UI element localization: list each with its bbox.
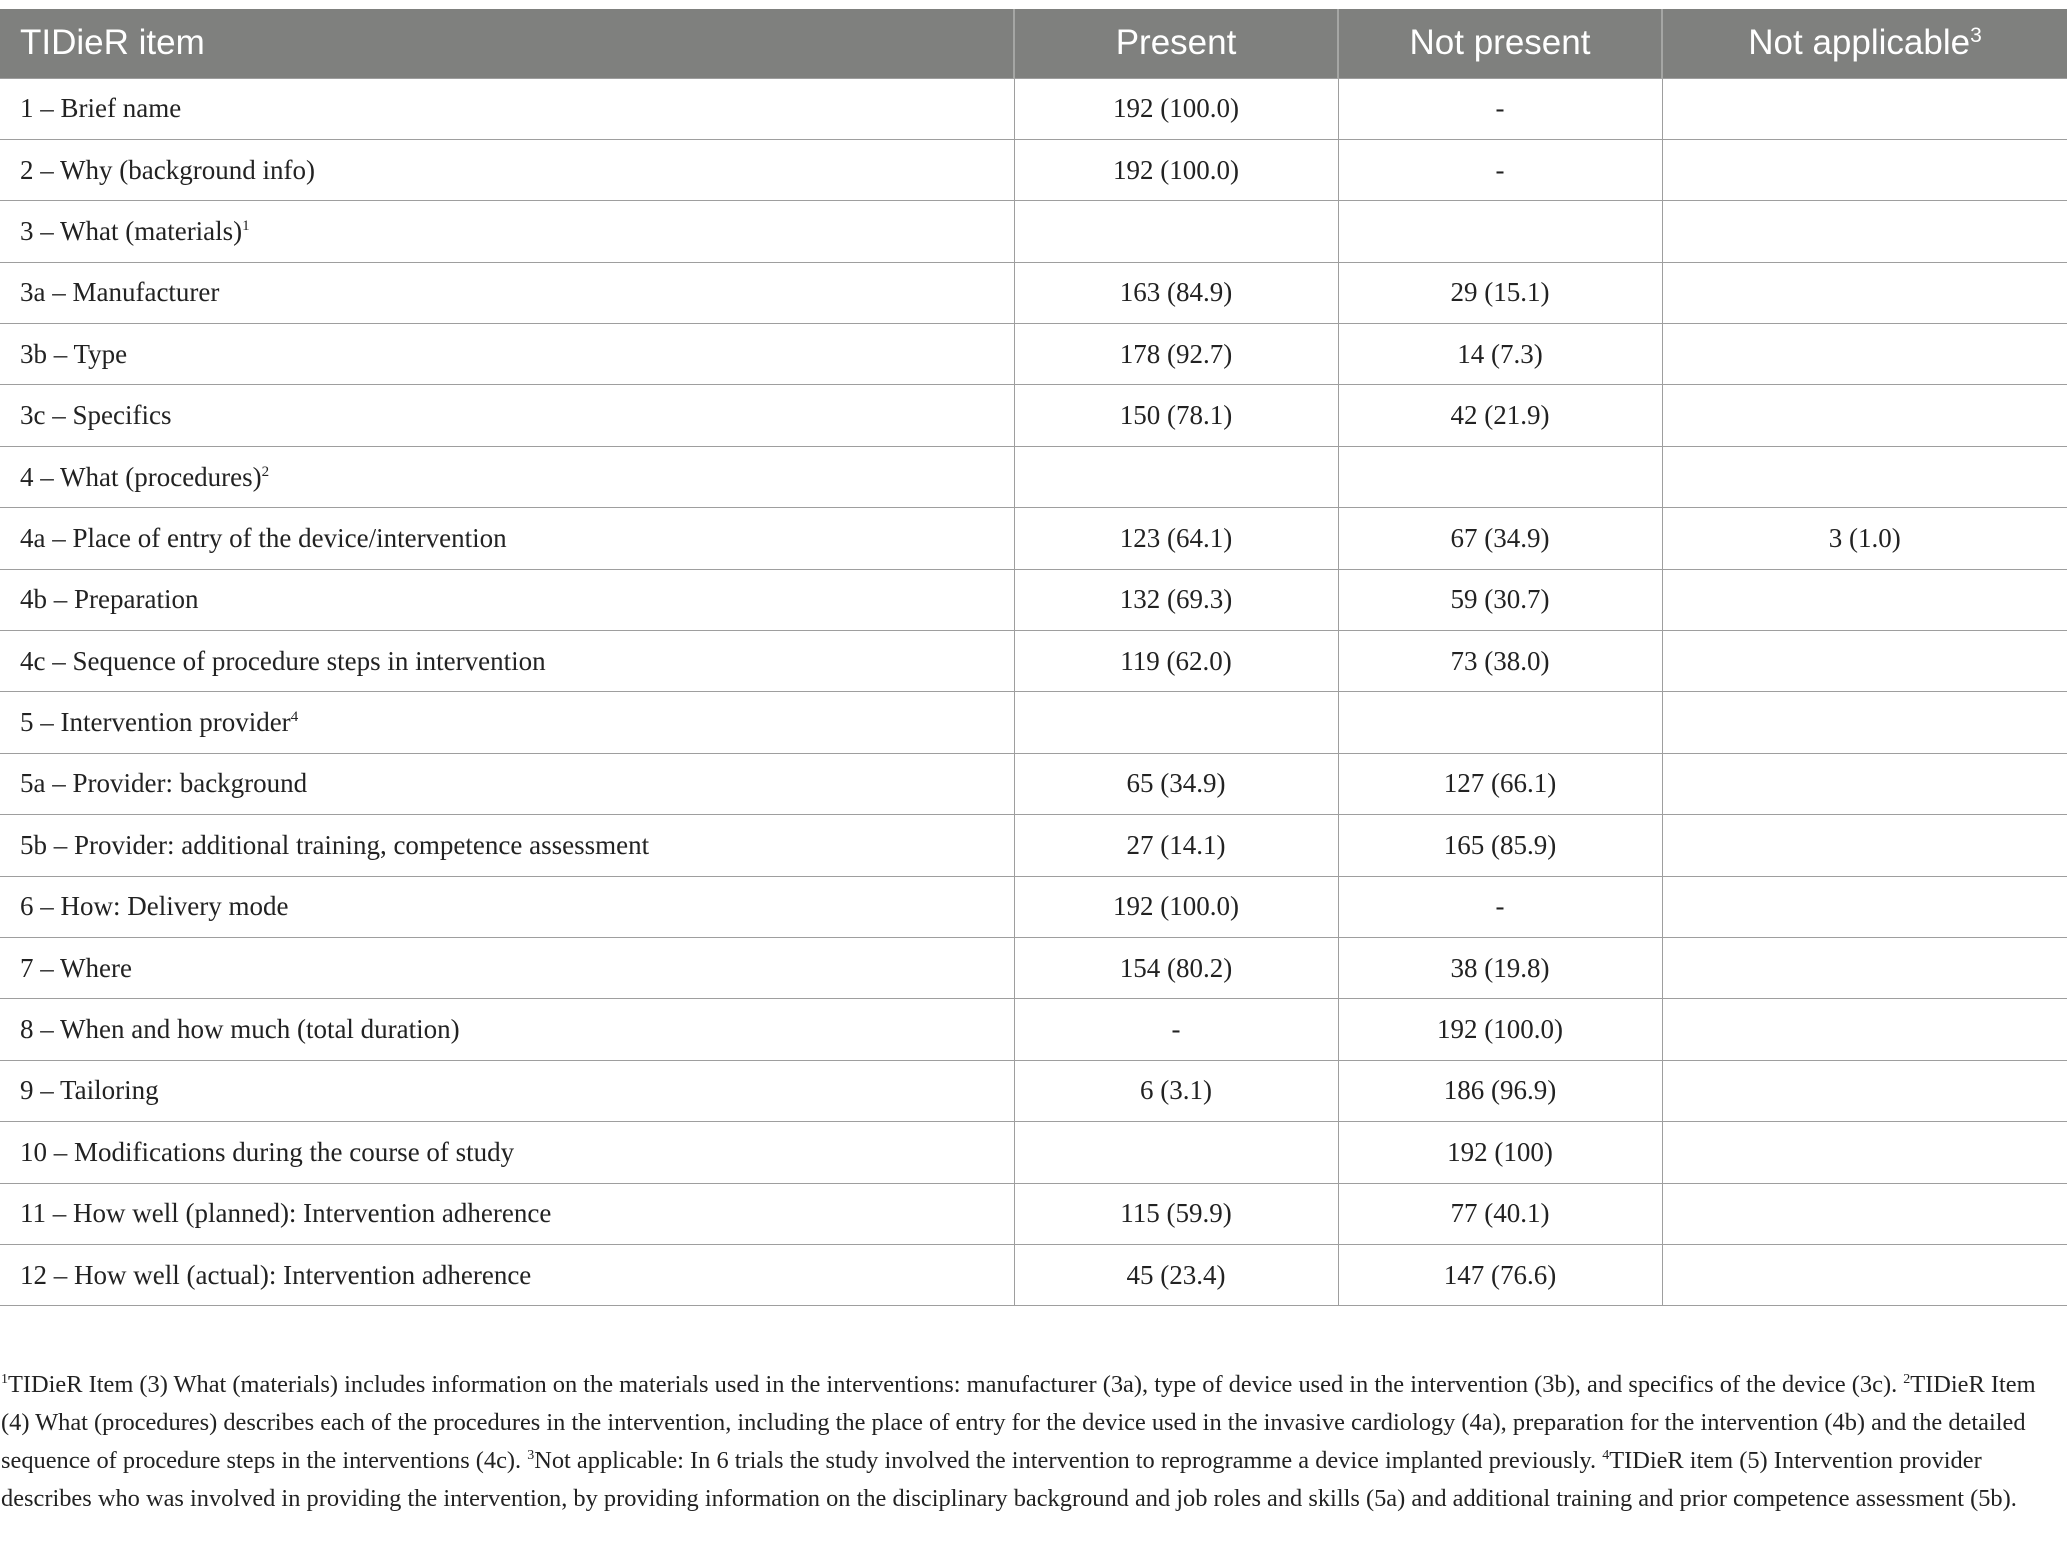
cell-present: 132 (69.3) <box>1014 569 1338 630</box>
cell-not-applicable <box>1662 569 2067 630</box>
cell-tidier-item <box>0 1244 1014 1305</box>
header-not-present: Not present <box>1338 9 1662 78</box>
item-label: 3c – Specifics <box>20 400 172 431</box>
cell-not-applicable <box>1662 753 2067 814</box>
item-label: 3b – Type <box>20 338 128 369</box>
cell-not-applicable <box>1662 1122 2067 1183</box>
cell-not-applicable <box>1662 139 2067 200</box>
cell-not-present: 127 (66.1) <box>1338 753 1662 814</box>
table-row <box>0 753 2067 814</box>
item-label: 6 – How: Delivery mode <box>20 891 289 922</box>
cell-not-present: 29 (15.1) <box>1338 262 1662 323</box>
table-row <box>0 1244 2067 1305</box>
cell-present: 154 (80.2) <box>1014 937 1338 998</box>
cell-not-applicable <box>1662 324 2067 385</box>
cell-not-applicable <box>1662 1060 2067 1121</box>
cell-present: 192 (100.0) <box>1014 78 1338 139</box>
cell-tidier-item <box>0 508 1014 569</box>
cell-tidier-item <box>0 876 1014 937</box>
cell-not-applicable <box>1662 631 2067 692</box>
cell-not-present: 192 (100.0) <box>1338 999 1662 1060</box>
cell-present <box>1014 446 1338 507</box>
table-row <box>0 1183 2067 1244</box>
footnote-marker: 3 <box>527 1448 535 1463</box>
table-row <box>0 1060 2067 1121</box>
item-label: 4a – Place of entry of the device/intervention <box>20 522 507 553</box>
cell-tidier-item <box>0 1122 1014 1183</box>
cell-present: 115 (59.9) <box>1014 1183 1338 1244</box>
cell-not-present: 38 (19.8) <box>1338 937 1662 998</box>
table-row <box>0 999 2067 1060</box>
cell-not-applicable <box>1662 815 2067 876</box>
table-row <box>0 262 2067 323</box>
cell-not-present: 77 (40.1) <box>1338 1183 1662 1244</box>
cell-present: 45 (23.4) <box>1014 1244 1338 1305</box>
table-row <box>0 446 2067 507</box>
cell-not-present: - <box>1338 876 1662 937</box>
footnote-text: TIDieR Item (3) What (materials) includes information on the materials used in the interventions: manufacturer (3a), type of device used in the intervention (3b), and specifics of the device (3c). <box>8 1371 1904 1398</box>
cell-not-applicable <box>1662 999 2067 1060</box>
cell-tidier-item <box>0 692 1014 753</box>
cell-present <box>1014 692 1338 753</box>
item-label: 12 – How well (actual): Intervention adherence <box>20 1259 532 1290</box>
footnote-text: TIDieR Item (4) What (procedures) describes each of the procedures in the intervention, including the place of entry for the device used in the invasive cardiology (4a), preparation for the intervention (4b) and the detailed sequence of procedure steps in the interventions (4c). <box>1 1371 2036 1474</box>
cell-not-present: 42 (21.9) <box>1338 385 1662 446</box>
item-footnote-marker: 4 <box>290 709 299 726</box>
item-label: 7 – Where <box>20 952 132 983</box>
item-footnote-marker: 1 <box>242 217 250 234</box>
table-body <box>0 78 2067 1306</box>
tidier-table <box>0 9 2067 1306</box>
footnote-marker: 4 <box>1602 1448 1610 1463</box>
item-label: 9 – Tailoring <box>20 1075 159 1106</box>
cell-present: 27 (14.1) <box>1014 815 1338 876</box>
item-label: 5 – Intervention provider <box>20 707 291 738</box>
cell-not-applicable <box>1662 385 2067 446</box>
table-row <box>0 78 2067 139</box>
cell-not-applicable <box>1662 692 2067 753</box>
cell-present: 119 (62.0) <box>1014 631 1338 692</box>
cell-tidier-item <box>0 815 1014 876</box>
cell-tidier-item <box>0 937 1014 998</box>
cell-present: 123 (64.1) <box>1014 508 1338 569</box>
footnote-text: Not applicable: In 6 trials the study involved the intervention to reprogramme a device implanted previously. <box>534 1447 1603 1474</box>
cell-not-applicable <box>1662 446 2067 507</box>
cell-not-present: 67 (34.9) <box>1338 508 1662 569</box>
cell-present <box>1014 201 1338 262</box>
header-not-applicable-sup: 3 <box>1970 24 1982 48</box>
item-label: 4 – What (procedures) <box>20 461 262 492</box>
cell-not-present <box>1338 692 1662 753</box>
table-row <box>0 937 2067 998</box>
table-row <box>0 201 2067 262</box>
cell-not-present: - <box>1338 139 1662 200</box>
item-label: 10 – Modifications during the course of study <box>20 1136 515 1167</box>
item-label: 2 – Why (background info) <box>20 154 315 185</box>
cell-present: 65 (34.9) <box>1014 753 1338 814</box>
cell-present: 150 (78.1) <box>1014 385 1338 446</box>
item-label: 5b – Provider: additional training, competence assessment <box>20 829 650 860</box>
item-label: 8 – When and how much (total duration) <box>20 1014 460 1045</box>
cell-not-present: 186 (96.9) <box>1338 1060 1662 1121</box>
cell-present: 163 (84.9) <box>1014 262 1338 323</box>
table-row <box>0 876 2067 937</box>
table-row <box>0 508 2067 569</box>
table-row <box>0 1122 2067 1183</box>
cell-tidier-item <box>0 262 1014 323</box>
header-not-applicable <box>1662 9 2067 78</box>
footnote-marker: 1 <box>1 1372 8 1387</box>
cell-not-present <box>1338 446 1662 507</box>
cell-tidier-item <box>0 1183 1014 1244</box>
footnote-text: TIDieR item (5) Intervention provider describes who was involved in providing the intervention, by providing information on the disciplinary background and job roles and skills (5a) and additional training and prior competence assessment (5b). <box>1 1447 2017 1512</box>
item-label: 3 – What (materials) <box>20 215 243 246</box>
cell-tidier-item <box>0 999 1014 1060</box>
cell-tidier-item <box>0 201 1014 262</box>
table-row <box>0 631 2067 692</box>
cell-not-applicable <box>1662 262 2067 323</box>
item-label: 3a – Manufacturer <box>20 277 220 308</box>
cell-not-present <box>1338 201 1662 262</box>
table-row <box>0 692 2067 753</box>
header-not-applicable-label: Not applicable <box>1748 23 1971 63</box>
cell-not-present: - <box>1338 78 1662 139</box>
table-row <box>0 569 2067 630</box>
header-tidier-item: TIDieR item <box>20 23 205 63</box>
cell-tidier-item <box>0 753 1014 814</box>
cell-present: - <box>1014 999 1338 1060</box>
cell-not-applicable <box>1662 1244 2067 1305</box>
table-footnotes <box>1 1366 2056 1518</box>
item-label: 1 – Brief name <box>20 93 182 124</box>
cell-tidier-item <box>0 78 1014 139</box>
item-label: 4b – Preparation <box>20 584 199 615</box>
table-container <box>0 9 2067 1306</box>
table-row <box>0 139 2067 200</box>
cell-tidier-item <box>0 1060 1014 1121</box>
cell-present: 192 (100.0) <box>1014 139 1338 200</box>
footnote-marker: 2 <box>1903 1372 1911 1387</box>
cell-tidier-item <box>0 385 1014 446</box>
header-row <box>0 9 2067 78</box>
cell-not-present: 192 (100) <box>1338 1122 1662 1183</box>
cell-not-applicable <box>1662 201 2067 262</box>
cell-not-applicable <box>1662 876 2067 937</box>
cell-present <box>1014 1122 1338 1183</box>
cell-not-present: 14 (7.3) <box>1338 324 1662 385</box>
cell-present: 192 (100.0) <box>1014 876 1338 937</box>
cell-not-applicable: 3 (1.0) <box>1662 508 2067 569</box>
cell-tidier-item <box>0 139 1014 200</box>
cell-tidier-item <box>0 569 1014 630</box>
cell-present: 178 (92.7) <box>1014 324 1338 385</box>
table-header <box>0 9 2067 78</box>
table-row <box>0 385 2067 446</box>
cell-not-applicable <box>1662 78 2067 139</box>
item-label: 4c – Sequence of procedure steps in intervention <box>20 645 546 676</box>
cell-tidier-item <box>0 324 1014 385</box>
cell-not-present: 73 (38.0) <box>1338 631 1662 692</box>
cell-present: 6 (3.1) <box>1014 1060 1338 1121</box>
cell-not-present: 147 (76.6) <box>1338 1244 1662 1305</box>
item-label: 11 – How well (planned): Intervention adherence <box>20 1198 552 1229</box>
item-footnote-marker: 2 <box>261 463 270 480</box>
table-row <box>0 815 2067 876</box>
table-row <box>0 324 2067 385</box>
cell-not-present: 59 (30.7) <box>1338 569 1662 630</box>
cell-tidier-item <box>0 631 1014 692</box>
item-label: 5a – Provider: background <box>20 768 308 799</box>
header-present: Present <box>1014 9 1338 78</box>
cell-not-present: 165 (85.9) <box>1338 815 1662 876</box>
cell-not-applicable <box>1662 1183 2067 1244</box>
cell-not-applicable <box>1662 937 2067 998</box>
cell-tidier-item <box>0 446 1014 507</box>
